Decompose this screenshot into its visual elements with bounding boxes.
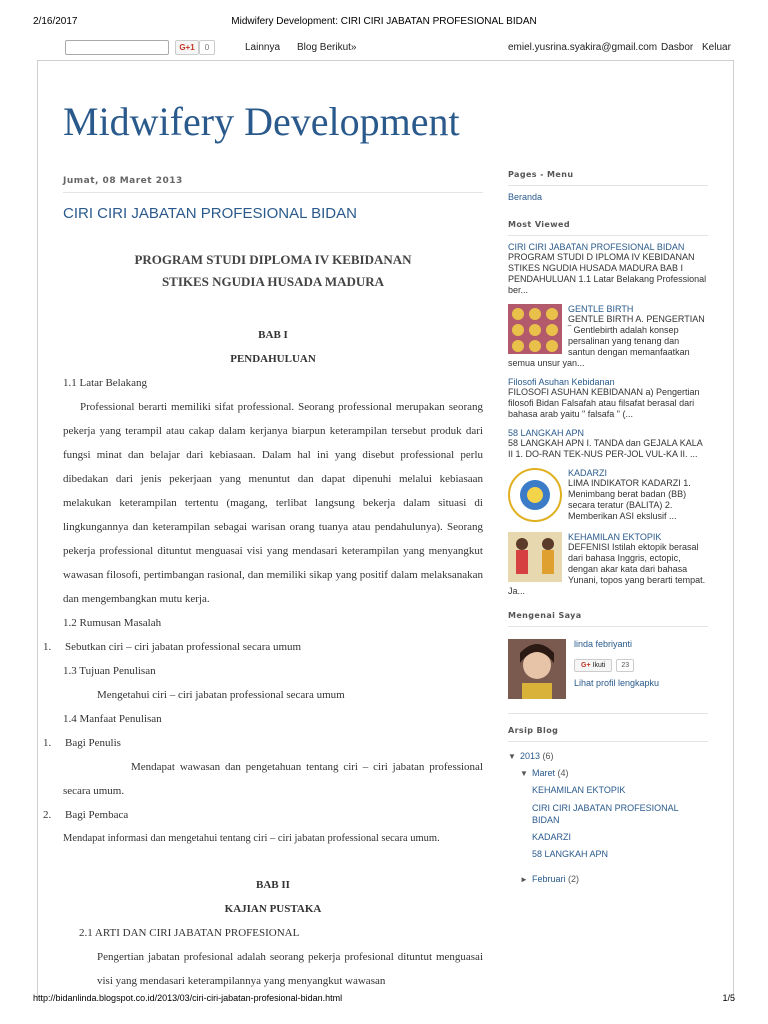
gentle-birth-thumbnail[interactable] [508,304,562,354]
program-line-2: STIKES NGUDIA HUSADA MADURA [161,274,385,289]
list-number: 1. [43,737,52,749]
blogger-navbar [0,36,768,58]
section-heading: 2.1 ARTI DAN CIRI JABATAN PROFESIONAL [79,927,300,939]
archive-month-label[interactable]: Maret [532,768,556,778]
pages-heading: Pages - Menu [508,170,708,186]
program-line-1: PROGRAM STUDI DIPLOMA IV KEBIDANAN [134,252,412,267]
ektopik-thumbnail[interactable] [508,532,562,582]
post [43,174,483,993]
most-viewed-item [508,428,708,460]
list-text: Sebutkan ciri – ciri jabatan professional secara umum [65,641,302,653]
archive-month-count: (2) [568,874,580,884]
archive-year[interactable] [508,748,708,765]
most-viewed-title[interactable]: KADARZI [568,468,608,478]
print-title: Midwifery Development: CIRI CIRI JABATAN PROFESIONAL BIDAN [231,16,537,27]
bab-2-title: KAJIAN PUSTAKA [224,903,322,915]
follow-button[interactable] [574,659,612,672]
about-widget [508,633,708,699]
gplus-button[interactable]: G+1 [175,40,199,55]
most-viewed-item [508,242,708,296]
most-viewed-title[interactable]: CIRI CIRI JABATAN PROFESIONAL BIDAN [508,242,685,252]
expand-triangle-icon[interactable]: ▼ [508,752,516,761]
follow-label: Ikuti [592,662,606,669]
more-link[interactable]: Lainnya [245,42,281,53]
print-url: http://bidanlinda.blogspot.co.id/2013/03/ciri-ciri-jabatan-profesional-bidan.html [33,993,343,1003]
program-heading [63,249,483,293]
list-item [43,731,483,755]
paragraph: Professional berarti memiliki sifat professional. Seorang professional merupakan seorang pekerja yang terampil atau cakap dalam kerjanya biarpun keterampilan tersebut produk dari fungsi minat dan belajar dari kebiasaan. Dalam hal ini yang disebut professional perlu dibedakan dari jenis pekerjaan yang menuntut dan dapat dipenuhi melalui kebiasaan melakukan keterampilan tertentu (magang, terlibat langsung bekerja dalam situasi di lingkungannya dan keterampilan sebagai warisan orang tuanya atau pendahulunya). Seorang pekerja professional dituntut menguasai visi yang mendasari keterampilan yang menyangkut wawasan filosofi, pertimbangan rasional, dan memiliki sikap yang positif dalam melaksanakan dan mengembangkan mutu kerja. [63,401,483,605]
follow-gplus-icon: G+ [581,662,591,669]
dashboard-link[interactable]: Dasbor [661,42,694,53]
list-item [43,635,483,659]
next-blog-link[interactable]: Blog Berikut» [297,42,357,53]
most-viewed-heading: Most Viewed [508,220,708,236]
archive-month-count: (4) [557,768,569,778]
profile-photo[interactable] [508,639,566,699]
about-name-link[interactable]: linda febriyanti [574,639,633,649]
archive-month-label[interactable]: Februari [532,874,566,884]
paragraph: Mengetahui ciri – ciri jabatan professional secara umum [97,689,345,701]
pages-home-link[interactable]: Beranda [508,192,543,202]
section-heading: 1.1 Latar Belakang [63,377,147,389]
gplus-count: 0 [199,40,215,55]
bab-1-heading: BAB I [258,329,288,341]
most-viewed-snippet: FILOSOFI ASUHAN KEBIDANAN a) Pengertian filosofi Bidan Falsafah atau filsafat berasal dari bahasa arab yaitu " falsafa " (... [508,387,700,419]
paragraph: Mendapat informasi dan mengetahui tentang ciri – ciri jabatan professional secara umum. [63,833,440,844]
kadarzi-logo-thumbnail[interactable] [508,468,562,522]
print-date: 2/16/2017 [33,16,78,27]
list-number: 1. [43,641,52,653]
archive-year-count: (6) [542,751,554,761]
paragraph: Mendapat wawasan dan pengetahuan tentang ciri – ciri jabatan professional secara umum. [63,761,483,797]
follow-count: 23 [616,659,634,672]
most-viewed-snippet: 58 LANGKAH APN I. TANDA dan GEJALA KALA II 1. DO-RAN TEK-NUS PER-JOL VUL-KA II. ... [508,438,703,459]
most-viewed-item [508,377,708,420]
paragraph: Pengertian jabatan profesional adalah seorang pekerja profesional dituntut menguasai visi yang mendasari keterampilannya yang menyangkut wawasan [97,951,483,987]
list-text: Bagi Penulis [65,737,121,749]
bab-2-heading: BAB II [256,879,290,891]
post-title[interactable]: CIRI CIRI JABATAN PROFESIONAL BIDAN [63,205,357,222]
view-profile-link[interactable]: Lihat profil lengkapku [574,678,660,688]
list-item [43,803,483,827]
archive-post-link[interactable]: KADARZI [532,832,572,842]
expand-triangle-icon[interactable]: ▼ [520,769,528,778]
collapse-triangle-icon[interactable]: ► [520,875,528,884]
archive-year-label[interactable]: 2013 [520,751,541,761]
navbar-search-input[interactable] [65,40,169,55]
most-viewed-snippet: PROGRAM STUDI D IPLOMA IV KEBIDANAN STIKES NGUDIA HUSADA MADURA BAB I PENDAHULUAN 1.1 Latar Belakang Professional ber... [508,252,707,295]
profile-image [508,639,566,699]
about-heading: Mengenai Saya [508,611,708,627]
sidebar [508,170,708,888]
most-viewed-title[interactable]: 58 LANGKAH APN [508,428,585,438]
bab-1-title: PENDAHULUAN [230,353,316,365]
archive-post-link[interactable]: 58 LANGKAH APN [532,849,609,859]
thumbnail-image [508,304,562,354]
archive-month[interactable] [508,765,708,782]
section-heading: 1.4 Manfaat Penulisan [63,713,162,725]
most-viewed-snippet: LIMA INDIKATOR KADARZI 1. Menimbang berat badan (BB) secara teratur (BALITA) 2. Memberikan ASI ekslusif ... [568,478,691,521]
archive-post-link[interactable]: CIRI CIRI JABATAN PROFESIONAL BIDAN [532,803,679,825]
archive-heading: Arsip Blog [508,713,708,742]
most-viewed-title[interactable]: KEHAMILAN EKTOPIK [568,532,662,542]
blog-title[interactable]: Midwifery Development [63,99,460,144]
list-text: Bagi Pembaca [65,809,129,821]
user-email: emiel.yusrina.syakira@gmail.com [508,42,658,53]
archive-list [508,748,708,888]
post-date: Jumat, 08 Maret 2013 [63,174,483,193]
most-viewed-item [508,468,708,524]
most-viewed-title[interactable]: Filosofi Asuhan Kebidanan [508,377,615,387]
most-viewed-item [508,532,708,597]
thumbnail-image [508,532,562,582]
thumbnail-image [510,470,560,520]
archive-month[interactable] [508,871,708,888]
logout-link[interactable]: Keluar [702,42,731,53]
list-number: 2. [43,809,52,821]
most-viewed-item [508,304,708,369]
most-viewed-snippet: DEFENISI Istilah ektopik berasal dari bahasa Inggris, ectopic, dengan akar kata dari bahasa Yunani, topos yang berarti tempat. Ja... [508,542,706,596]
most-viewed-title[interactable]: GENTLE BIRTH [568,304,634,314]
print-footer [0,993,768,1007]
section-heading: 1.2 Rumusan Masalah [63,617,162,629]
archive-post-link[interactable]: KEHAMILAN EKTOPIK [532,785,626,795]
print-page-number: 1/5 [722,993,735,1003]
section-heading: 1.3 Tujuan Penulisan [63,665,156,677]
most-viewed-snippet: GENTLE BIRTH A. PENGERTIAN ‾ Gentlebirth adalah konsep persalinan yang tenang dan santun dengan memanfaatkan semua unsur yan... [508,314,705,368]
print-header [0,12,768,28]
